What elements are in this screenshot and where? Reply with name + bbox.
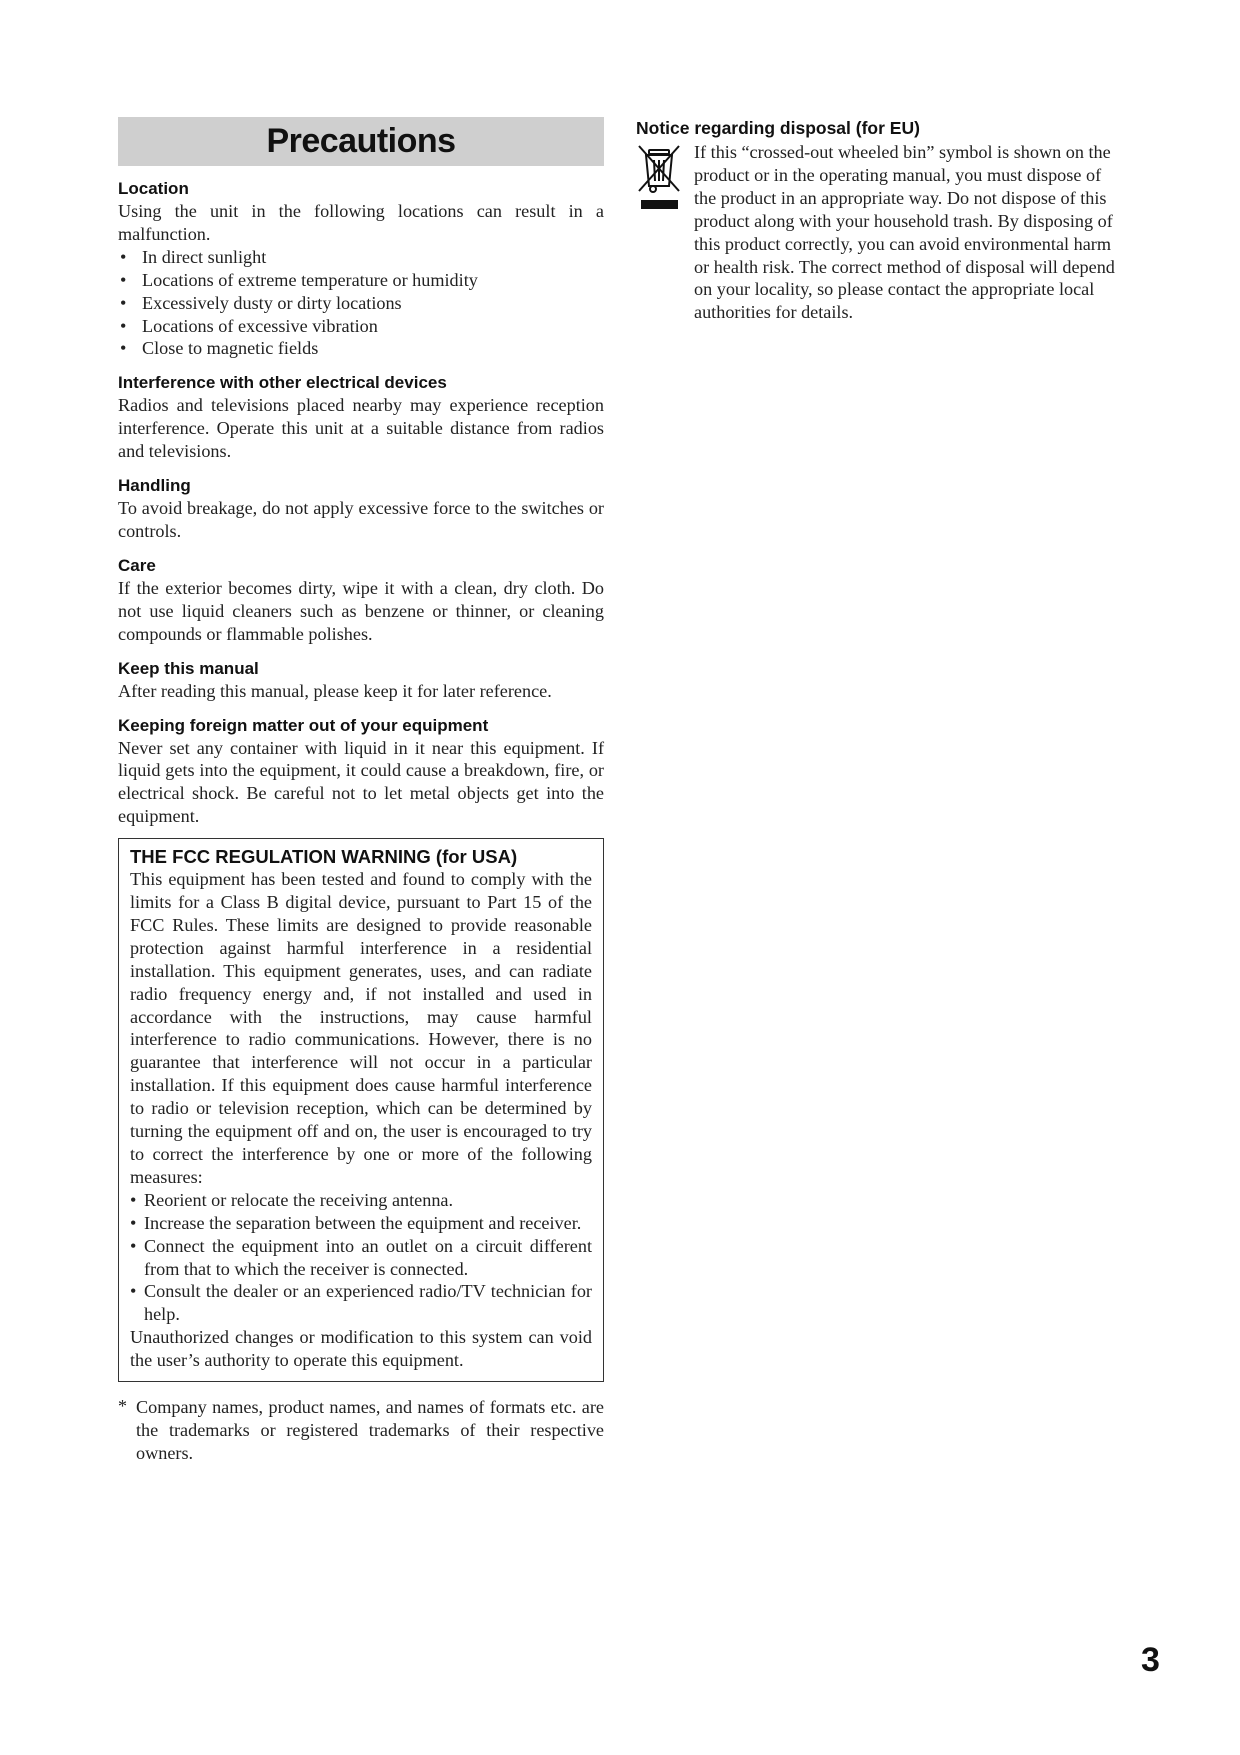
fcc-heading: THE FCC REGULATION WARNING (for USA) (130, 846, 518, 868)
fcc-measures-list (130, 1189, 592, 1326)
list-item: • Excessively dusty or dirty locations (118, 292, 604, 315)
right-column (636, 117, 1124, 324)
page-number: 3 (1141, 1641, 1160, 1679)
section-care (118, 555, 604, 646)
section-text: To avoid breakage, do not apply excessive force to the switches or controls. (118, 498, 604, 541)
disposal-notice-body (694, 141, 1124, 324)
section-keep-manual (118, 658, 604, 703)
section-heading: Location (118, 179, 189, 198)
section-heading: Keeping foreign matter out of your equipment (118, 715, 489, 735)
footnote-marker: * (118, 1396, 127, 1417)
list-item: • Locations of extreme temperature or humidity (118, 269, 604, 292)
list-item: • Connect the equipment into an outlet on a circuit different from that to which the receiver is connected. (130, 1235, 592, 1281)
page-title: Precautions (118, 117, 604, 166)
list-item: • In direct sunlight (118, 246, 604, 269)
section-text: Using the unit in the following locations can result in a malfunction. (118, 201, 604, 244)
section-heading: Interference with other electrical devices (118, 373, 447, 393)
disposal-notice-heading: Notice regarding disposal (for EU) (636, 118, 920, 138)
section-text: If the exterior becomes dirty, wipe it with a clean, dry cloth. Do not use liquid cleaners such as benzene or thinner, or cleaning compounds or flammable polishes. (118, 577, 604, 644)
crossed-out-wheeled-bin-icon (636, 141, 694, 324)
disposal-notice (636, 141, 1124, 324)
section-text: Never set any container with liquid in it near this equipment. If liquid gets into the equipment, it could cause a breakdown, fire, or electrical shock. Be careful not to let metal objects get into the equipment. (118, 737, 604, 827)
section-heading: Care (118, 555, 156, 575)
section-text: After reading this manual, please keep it for later reference. (118, 680, 552, 701)
location-list (118, 246, 604, 361)
trademark-footnote (118, 1396, 604, 1465)
section-handling (118, 475, 604, 543)
section-interference (118, 372, 604, 463)
section-location (118, 178, 604, 360)
fcc-warning-box (118, 838, 604, 1382)
section-foreign-matter (118, 715, 604, 829)
footnote-text: Company names, product names, and names of formats etc. are the trademarks or registered trademarks of their respective owners. (136, 1397, 604, 1463)
fcc-closing: Unauthorized changes or modification to this system can void the user’s authority to operate this equipment. (130, 1327, 592, 1371)
list-item: • Locations of excessive vibration (118, 315, 604, 338)
list-item: • Consult the dealer or an experienced radio/TV technician for help. (130, 1280, 592, 1326)
list-item: • Reorient or relocate the receiving antenna. (130, 1189, 592, 1212)
section-text: Radios and televisions placed nearby may experience reception interference. Operate this unit at a suitable distance from radios and televisions. (118, 395, 604, 462)
left-column (118, 117, 604, 1465)
section-heading: Keep this manual (118, 658, 259, 678)
section-heading: Handling (118, 476, 191, 496)
fcc-text: This equipment has been tested and found to comply with the limits for a Class B digital device, pursuant to Part 15 of the FCC Rules. These limits are designed to provide reasonable protection against harmful interference in a residential installation. This equipment generates, uses, and can radiate radio frequency energy and, if not installed and used in accordance with the instructions, may cause harmful interference to radio communications. However, there is no guarantee that interference will not occur in a particular installation. If this equipment does cause harmful interference to radio or television reception, which can be determined by turning the equipment off and on, the user is encouraged to try to correct the interference by one or more of the following measures: (130, 869, 592, 1187)
bin-icon-graphic (636, 143, 682, 215)
disposal-notice-text: If this “crossed-out wheeled bin” symbol is shown on the product or in the operating manual, you must dispose of the product in an appropriate way. Do not dispose of this product along with your household trash. By disposing of this product correctly, you can avoid environmental harm or health risk. The correct method of disposal will depend on your locality, so please contact the appropriate local authorities for details. (694, 142, 1115, 323)
list-item: • Close to magnetic fields (118, 337, 604, 360)
list-item: • Increase the separation between the equipment and receiver. (130, 1212, 592, 1235)
